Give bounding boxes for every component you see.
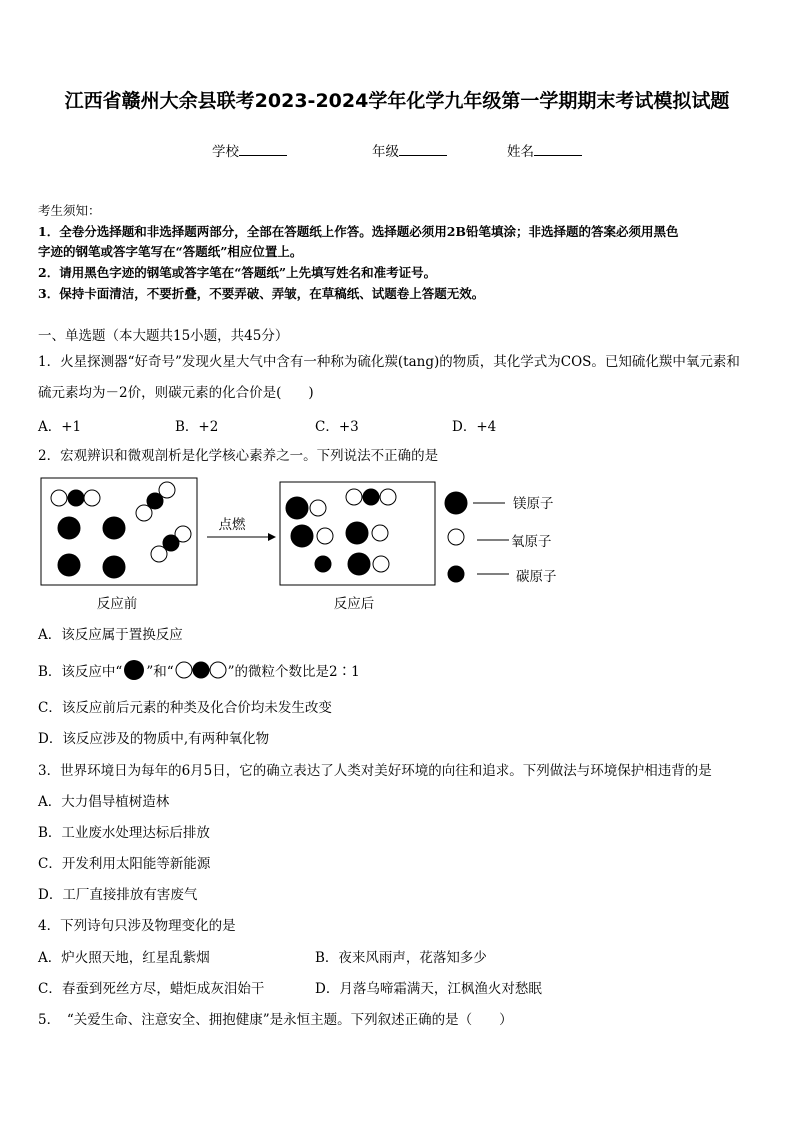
q1-option-d: D．+4 — [452, 419, 497, 435]
q2-option-a: A．该反应属于置换反应 — [38, 627, 183, 643]
page-title: 江西省赣州大余县联考2023-2024学年化学九年级第一学期期末考试模拟试题 — [64, 90, 730, 112]
mg-atom — [103, 556, 125, 578]
o-atom — [84, 490, 100, 506]
q4-option-a: A．炉火照天地，红星乱紫烟 — [38, 950, 210, 966]
grade-field — [372, 140, 447, 160]
q4-stem: 4．下列诗句只涉及物理变化的是 — [38, 918, 236, 934]
legend-mg-label: 镁原子 — [513, 496, 554, 512]
q2-option-b-mid: ”和“ — [146, 664, 174, 680]
school-blank — [239, 141, 287, 156]
q1-option-b: B．+2 — [175, 419, 219, 435]
school-field — [212, 140, 287, 160]
name-field — [507, 140, 582, 160]
mg-atom — [58, 517, 80, 539]
name-blank — [534, 141, 582, 156]
mg-atom — [58, 554, 80, 576]
school-label: 学校 — [212, 144, 239, 160]
o-atom — [346, 489, 362, 505]
c-atom — [68, 490, 84, 506]
notice-heading: 考生须知： — [38, 203, 101, 218]
before-label: 反应前 — [96, 596, 138, 612]
c-atom — [315, 556, 331, 572]
q1-stem-line2: 硫元素均为－2价，则碳元素的化合价是( ) — [38, 385, 314, 401]
c-atom — [363, 489, 379, 505]
name-label: 姓名 — [507, 144, 534, 160]
grade-label: 年级 — [372, 144, 399, 160]
q2-option-c: C．该反应前后元素的种类及化合价均未发生改变 — [38, 700, 332, 716]
legend-mg-atom — [445, 492, 467, 514]
q2-stem: 2．宏观辨识和微观剖析是化学核心素养之一。下列说法不正确的是 — [38, 448, 439, 464]
q3-option-a: A．大力倡导植树造林 — [38, 794, 170, 810]
mg-atom — [348, 553, 370, 575]
legend-c-atom — [448, 566, 464, 582]
reaction-diagram — [0, 470, 794, 620]
o-atom — [380, 489, 396, 505]
mg-atom — [286, 497, 308, 519]
q4-option-c: C．春蚕到死丝方尽，蜡炬成灰泪始干 — [38, 981, 265, 997]
mg-atom-icon — [122, 659, 146, 681]
q4-option-d: D．月落乌啼霜满天，江枫渔火对愁眠 — [315, 981, 542, 997]
notice-item-3: 3．保持卡面清洁，不要折叠，不要弄破、弄皱，在草稿纸、试题卷上答题无效。 — [38, 286, 485, 301]
notice-item-1: 1．全卷分选择题和非选择题两部分，全部在答题纸上作答。选择题必须用2B铅笔填涂；非选择题的答案必须用黑色 — [38, 224, 679, 239]
grade-blank — [399, 141, 447, 156]
o-atom — [51, 490, 67, 506]
q3-option-d: D．工厂直接排放有害废气 — [38, 887, 198, 903]
o-atom — [372, 525, 388, 541]
legend-c-label: 碳原子 — [516, 569, 557, 585]
mg-atom — [346, 522, 368, 544]
q1-option-c: C．+3 — [315, 419, 359, 435]
q3-option-b: B．工业废水处理达标后排放 — [38, 825, 210, 841]
notice-item-2: 2．请用黑色字迹的钢笔或答字笔在“答题纸”上先填写姓名和准考证号。 — [38, 265, 437, 280]
q5-stem: 5． “关爱生命、注意安全、拥抱健康”是永恒主题。下列叙述正确的是（ ） — [38, 1012, 513, 1028]
o-atom — [373, 556, 389, 572]
q3-option-c: C．开发利用太阳能等新能源 — [38, 856, 211, 872]
arrow-label: 点燃 — [218, 517, 246, 533]
q2-option-b — [38, 659, 360, 681]
legend-o-label: 氧原子 — [511, 534, 552, 550]
o-atom — [151, 546, 167, 562]
q2-option-d: D．该反应涉及的物质中,有两种氧化物 — [38, 731, 270, 747]
co2-molecule-icon — [174, 659, 228, 681]
o-atom — [310, 500, 326, 516]
q1-stem-line1: 1．火星探测器“好奇号”发现火星大气中含有一种称为硫化羰(tang)的物质，其化学式为COS。已知硫化羰中氧元素和 — [38, 354, 740, 370]
q3-stem: 3．世界环境日为每年的6月5日，它的确立表达了人类对美好环境的向往和追求。下列做法与环境保护相违背的是 — [38, 763, 712, 779]
q4-option-b: B．夜来风雨声，花落知多少 — [315, 950, 487, 966]
mg-atom — [103, 517, 125, 539]
mg-atom — [291, 525, 313, 547]
after-label: 反应后 — [333, 596, 375, 612]
q2-option-b-post: ”的微粒个数比是2∶1 — [227, 664, 360, 680]
section-heading: 一、单选题（本大题共15小题，共45分） — [38, 328, 289, 344]
q2-option-b-pre: B．该反应中“ — [38, 664, 123, 680]
notice-item-1-cont: 字迹的钢笔或答字笔写在“答题纸”相应位置上。 — [38, 244, 303, 259]
legend-o-atom — [448, 529, 464, 545]
q1-option-a: A．+1 — [38, 419, 82, 435]
o-atom — [136, 505, 152, 521]
o-atom — [317, 528, 333, 544]
